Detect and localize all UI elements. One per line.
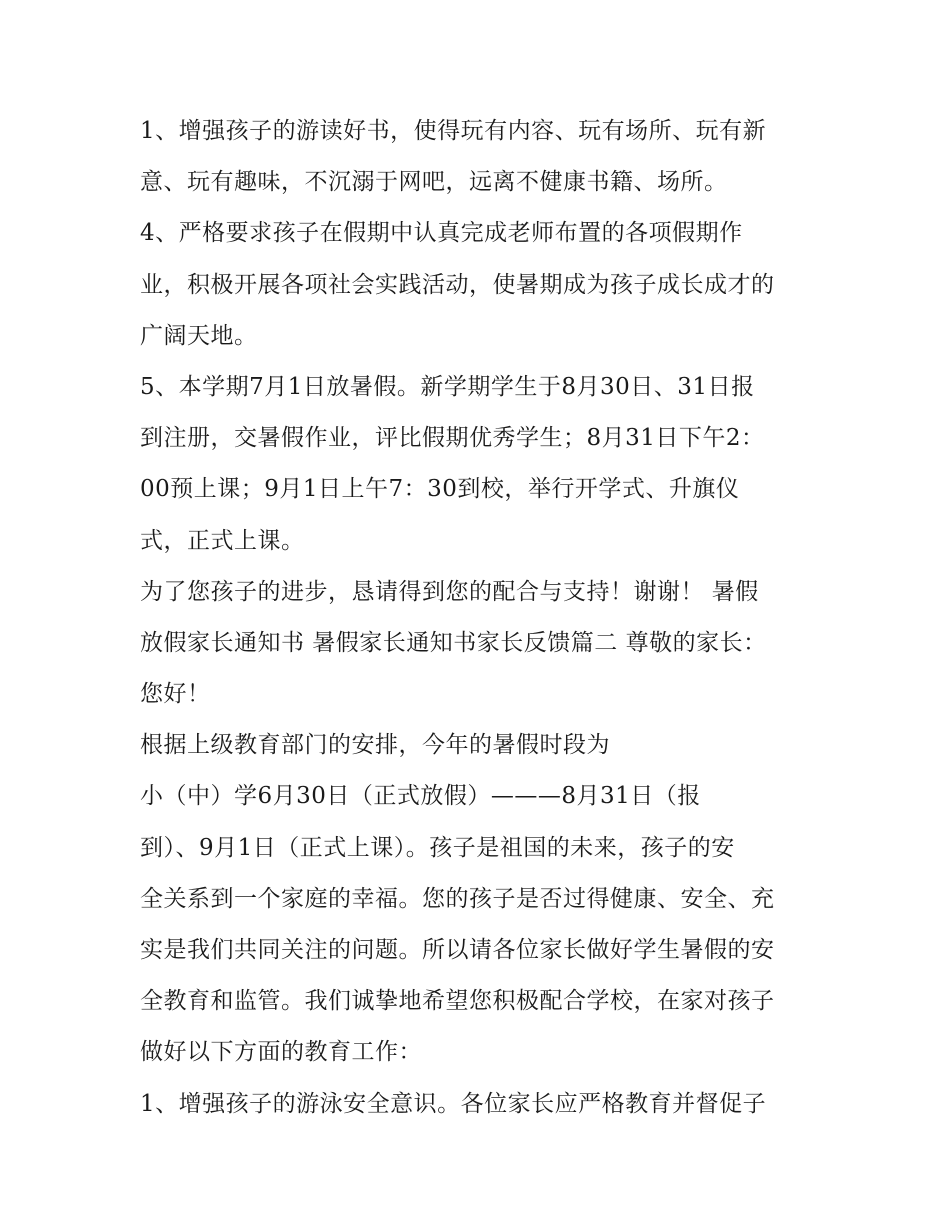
text-line: 全关系到一个家庭的幸福。您的孩子是否过得健康、安全、充 bbox=[140, 885, 775, 912]
text-line: 根据上级教育部门的安排，今年的暑假时段为 bbox=[140, 732, 610, 759]
text-line: 意、玩有趣味，不沉溺于网吧，远离不健康书籍、场所。 bbox=[140, 169, 728, 196]
text-line: 业，积极开展各项社会实践活动，使暑期成为孩子成长成才的 bbox=[140, 271, 775, 298]
text-line: 小（中）学6月30日（正式放假）———8月31日（报 bbox=[140, 783, 701, 810]
text-line: 做好以下方面的教育工作： bbox=[140, 1039, 422, 1066]
text-line: 1、增强孩子的游泳安全意识。各位家长应严格教育并督促子 bbox=[140, 1090, 767, 1117]
text-line: 广阔天地。 bbox=[140, 322, 258, 349]
text-line: 到）、9月1日（正式上课）。孩子是祖国的未来，孩子的安 bbox=[140, 834, 735, 861]
text-line: 4、严格要求孩子在假期中认真完成老师布置的各项假期作 bbox=[140, 220, 743, 247]
document-body bbox=[140, 111, 840, 1135]
text-line: 00预上课；9月1日上午7：30到校，举行开学式、升旗仪 bbox=[140, 476, 740, 503]
text-line: 全教育和监管。我们诚挚地希望您积极配合学校，在家对孩子 bbox=[140, 988, 775, 1015]
text-line: 实是我们共同关注的问题。所以请各位家长做好学生暑假的安 bbox=[140, 937, 775, 963]
text-line: 您好！ bbox=[140, 681, 211, 708]
text-line: 5、本学期7月1日放暑假。新学期学生于8月30日、31日报 bbox=[140, 373, 755, 400]
text-line: 为了您孩子的进步，恳请得到您的配合与支持！谢谢！ 暑假 bbox=[140, 578, 759, 605]
text-line: 到注册，交暑假作业，评比假期优秀学生；8月31日下午2： bbox=[140, 425, 765, 452]
text-line: 放假家长通知书 暑假家长通知书家长反馈篇二 尊敬的家长： bbox=[140, 629, 767, 656]
text-line: 1、增强孩子的游读好书，使得玩有内容、玩有场所、玩有新 bbox=[140, 118, 767, 144]
text-line: 式，正式上课。 bbox=[140, 527, 305, 554]
